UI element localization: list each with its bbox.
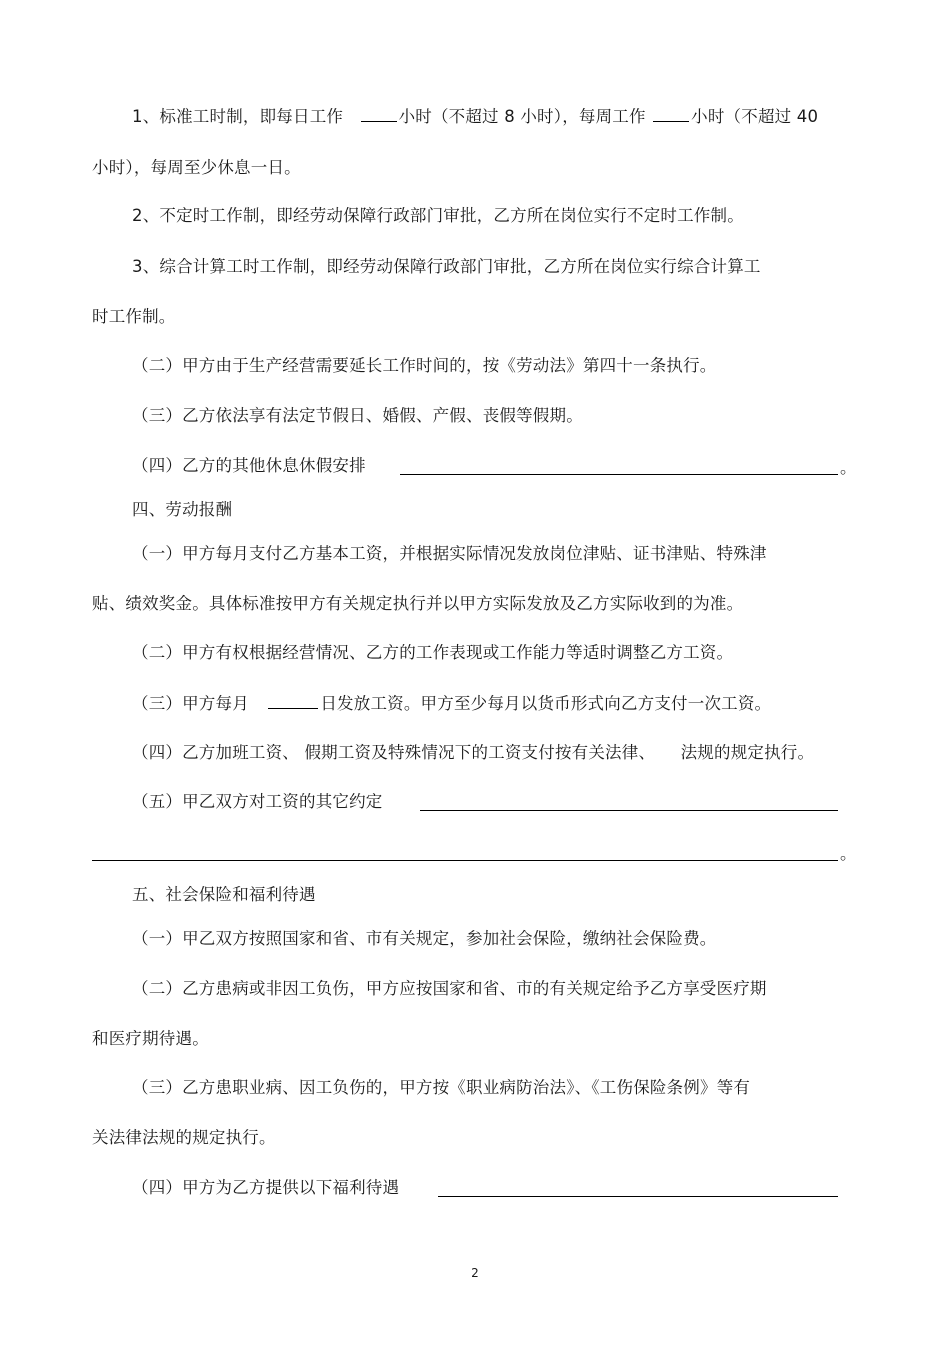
pay-item-4-text-b: 法规的规定执行。: [680, 743, 815, 762]
clause-1-text-c: 小时（不超过 40: [691, 107, 819, 126]
page-number: 2: [471, 1266, 479, 1280]
other-pay-end: 。: [840, 844, 857, 863]
item-4-other-leave: （四）乙方的其他休息休假安排: [132, 456, 366, 475]
pay-item-1-line-2: 贴、绩效奖金。具体标准按甲方有关规定执行并以甲方实际发放及乙方实际收到的为准。: [92, 594, 744, 613]
other-leave-blank[interactable]: [400, 474, 838, 475]
other-pay-blank-1[interactable]: [420, 810, 838, 811]
pay-item-4-text-a: （四）乙方加班工资、 假期工资及特殊情况下的工资支付按有关法律、: [132, 743, 656, 762]
item-3-holidays: （三）乙方依法享有法定节假日、婚假、产假、丧假等假期。: [132, 406, 583, 425]
other-leave-end: 。: [840, 458, 857, 477]
insurance-item-4: （四）甲方为乙方提供以下福利待遇: [132, 1178, 400, 1197]
pay-item-4: [132, 743, 814, 763]
insurance-item-1: （一）甲乙双方按照国家和省、市有关规定，参加社会保险，缴纳社会保险费。: [132, 929, 717, 948]
pay-day-blank[interactable]: [268, 693, 318, 709]
weekly-hours-blank[interactable]: [653, 106, 689, 122]
pay-item-3-text-a: （三）甲方每月: [132, 694, 249, 713]
pay-item-5: （五）甲乙双方对工资的其它约定: [132, 792, 383, 811]
pay-item-1-line-1: （一）甲方每月支付乙方基本工资，并根据实际情况发放岗位津贴、证书津贴、特殊津: [132, 544, 767, 563]
daily-hours-blank[interactable]: [361, 106, 397, 122]
section-4-heading: 四、劳动报酬: [132, 500, 233, 519]
section-5-heading: 五、社会保险和福利待遇: [132, 885, 316, 904]
item-2-overtime: （二）甲方由于生产经营需要延长工作时间的，按《劳动法》第四十一条执行。: [132, 356, 717, 375]
clause-1-line-1: [132, 106, 818, 127]
clause-3-line-1: 3、综合计算工时工作制，即经劳动保障行政部门审批，乙方所在岗位实行综合计算工: [132, 257, 761, 276]
insurance-item-3-line-2: 关法律法规的规定执行。: [92, 1128, 276, 1147]
other-pay-blank-2[interactable]: [92, 860, 838, 861]
clause-2: 2、不定时工作制，即经劳动保障行政部门审批，乙方所在岗位实行不定时工作制。: [132, 206, 744, 225]
welfare-blank[interactable]: [438, 1196, 838, 1197]
insurance-item-2-line-1: （二）乙方患病或非因工负伤，甲方应按国家和省、市的有关规定给予乙方享受医疗期: [132, 979, 767, 998]
clause-1-line-2: 小时），每周至少休息一日。: [92, 158, 301, 177]
insurance-item-2-line-2: 和医疗期待遇。: [92, 1029, 209, 1048]
clause-3-line-2: 时工作制。: [92, 307, 176, 326]
clause-1-text-a: 1、标准工时制，即每日工作: [132, 107, 344, 126]
pay-item-3-text-b: 日发放工资。甲方至少每月以货币形式向乙方支付一次工资。: [320, 694, 772, 713]
pay-item-3: [132, 693, 771, 714]
insurance-item-3-line-1: （三）乙方患职业病、因工负伤的，甲方按《职业病防治法》、《工伤保险条例》等有: [132, 1078, 751, 1097]
pay-item-2: （二）甲方有权根据经营情况、乙方的工作表现或工作能力等适时调整乙方工资。: [132, 643, 734, 662]
clause-1-text-b: 小时（不超过 8 小时），每周工作: [398, 107, 646, 126]
